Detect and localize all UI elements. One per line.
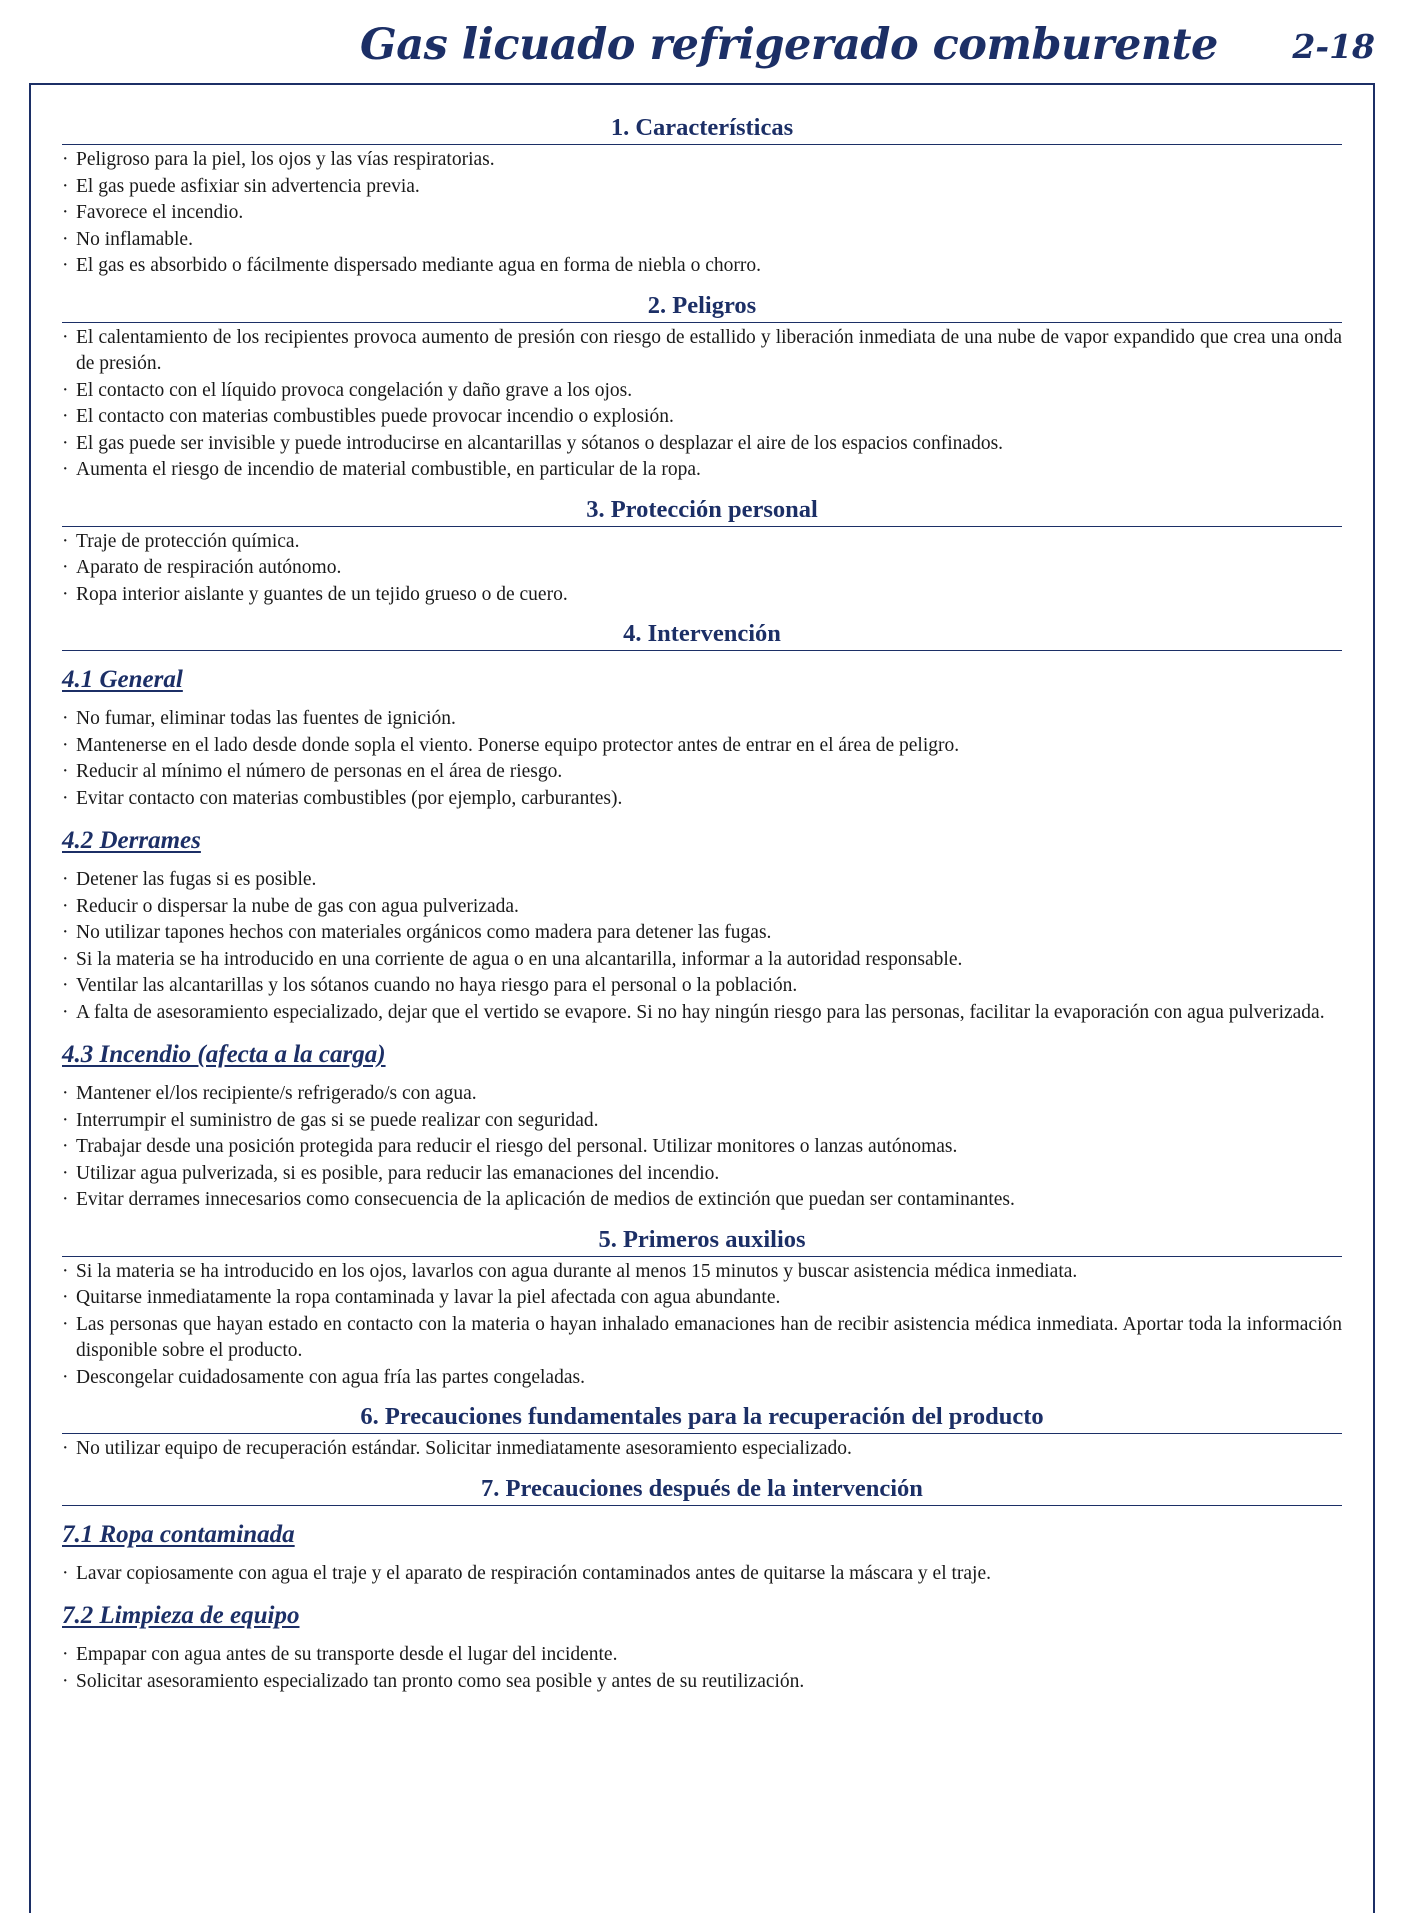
list-item: · Detener las fugas si es posible. [62,867,1342,894]
section [62,1224,1342,1392]
list-item: · Las personas que hayan estado en contacto con la materia o hayan inhalado emanaciones han de recibir asistencia médica inmediata. Aportar toda la información disponible sobre el producto. [62,1312,1342,1365]
list-item: · Si la materia se ha introducido en una corriente de agua o en una alcantarilla, informar a la autoridad responsable. [62,947,1342,974]
list-item: · El gas es absorbido o fácilmente dispersado mediante agua en forma de niebla o chorro. [62,253,1342,280]
section-title: 4. Intervención [62,618,1342,651]
page-header [0,0,1408,84]
document-title: Gas licuado refrigerado comburente [360,20,1218,70]
list-item: · El contacto con materias combustibles puede provocar incendio o explosión. [62,404,1342,431]
list-item: · Traje de protección química. [62,529,1342,556]
document-body [62,112,1342,1695]
subsection-title: 7.2 Limpieza de equipo [62,1602,300,1629]
list-item: · Solicitar asesoramiento especializado tan pronto como sea posible y antes de su reutilización. [62,1669,1342,1696]
list-item: · Utilizar agua pulverizada, si es posible, para reducir las emanaciones del incendio. [62,1161,1342,1188]
list-item: · El contacto con el líquido provoca congelación y daño grave a los ojos. [62,378,1342,405]
section [62,494,1342,609]
section [62,112,1342,280]
section [62,1473,1342,1696]
list-item: · El calentamiento de los recipientes provoca aumento de presión con riesgo de estallido y liberación inmediata de una nube de vapor expandido que crea una onda de presión. [62,325,1342,378]
subsection-title: 4.1 General [62,666,183,693]
section-title: 7. Precauciones después de la intervención [62,1473,1342,1506]
list-item: · No inflamable. [62,227,1342,254]
section-title: 1. Características [62,112,1342,145]
subsection [62,663,1342,812]
list-item: · Reducir al mínimo el número de personas en el área de riesgo. [62,759,1342,786]
section-title: 6. Precauciones fundamentales para la recuperación del producto [62,1401,1342,1434]
list-item: · El gas puede ser invisible y puede introducirse en alcantarillas y sótanos o desplazar el aire de los espacios confinados. [62,431,1342,458]
list-item: · Evitar derrames innecesarios como consecuencia de la aplicación de medios de extinción que puedan ser contaminantes. [62,1187,1342,1214]
subsection [62,1599,1342,1695]
list-item: · Empapar con agua antes de su transporte desde el lugar del incidente. [62,1642,1342,1669]
subsection [62,824,1342,1026]
list-item: · Peligroso para la piel, los ojos y las vías respiratorias. [62,147,1342,174]
subsection [62,1038,1342,1214]
section [62,618,1342,1214]
list-item: · Ropa interior aislante y guantes de un tejido grueso o de cuero. [62,582,1342,609]
list-item: · Ventilar las alcantarillas y los sótanos cuando no haya riesgo para el personal o la población. [62,973,1342,1000]
list-item: · Favorece el incendio. [62,200,1342,227]
subsection-title: 7.1 Ropa contaminada [62,1520,295,1548]
section-title: 5. Primeros auxilios [62,1224,1342,1257]
list-item: · A falta de asesoramiento especializado, dejar que el vertido se evapore. Si no hay ningún riesgo para las personas, facilitar la evaporación con agua pulverizada. [62,1000,1342,1027]
section [62,1401,1342,1463]
list-item: · No fumar, eliminar todas las fuentes de ignición. [62,706,1342,733]
section-title: 3. Protección personal [62,494,1342,527]
section [62,290,1342,484]
list-item: · No utilizar tapones hechos con materiales orgánicos como madera para detener las fugas. [62,920,1342,947]
list-item: · Trabajar desde una posición protegida para reducir el riesgo del personal. Utilizar monitores o lanzas autónomas. [62,1134,1342,1161]
list-item: · Reducir o dispersar la nube de gas con agua pulverizada. [62,894,1342,921]
list-item: · Mantenerse en el lado desde donde sopla el viento. Ponerse equipo protector antes de entrar en el área de peligro. [62,733,1342,760]
list-item: · Quitarse inmediatamente la ropa contaminada y lavar la piel afectada con agua abundante. [62,1285,1342,1312]
subsection-title: 4.3 Incendio (afecta a la carga) [62,1041,386,1068]
section-title: 2. Peligros [62,290,1342,323]
list-item: · Aumenta el riesgo de incendio de material combustible, en particular de la ropa. [62,457,1342,484]
list-item: · Evitar contacto con materias combustibles (por ejemplo, carburantes). [62,786,1342,813]
list-item: · Descongelar cuidadosamente con agua fría las partes congeladas. [62,1365,1342,1392]
page-number: 2-18 [1292,27,1375,66]
list-item: · No utilizar equipo de recuperación estándar. Solicitar inmediatamente asesoramiento especializado. [62,1436,1342,1463]
list-item: · Interrumpir el suministro de gas si se puede realizar con seguridad. [62,1108,1342,1135]
subsection-title: 4.2 Derrames [62,827,201,854]
list-item: · El gas puede asfixiar sin advertencia previa. [62,174,1342,201]
list-item: · Aparato de respiración autónomo. [62,555,1342,582]
list-item: · Lavar copiosamente con agua el traje y el aparato de respiración contaminados antes de quitarse la máscara y el traje. [62,1561,1342,1588]
subsection [62,1518,1342,1588]
list-item: · Si la materia se ha introducido en los ojos, lavarlos con agua durante al menos 15 minutos y buscar asistencia médica inmediata. [62,1259,1342,1286]
list-item: · Mantener el/los recipiente/s refrigerado/s con agua. [62,1081,1342,1108]
